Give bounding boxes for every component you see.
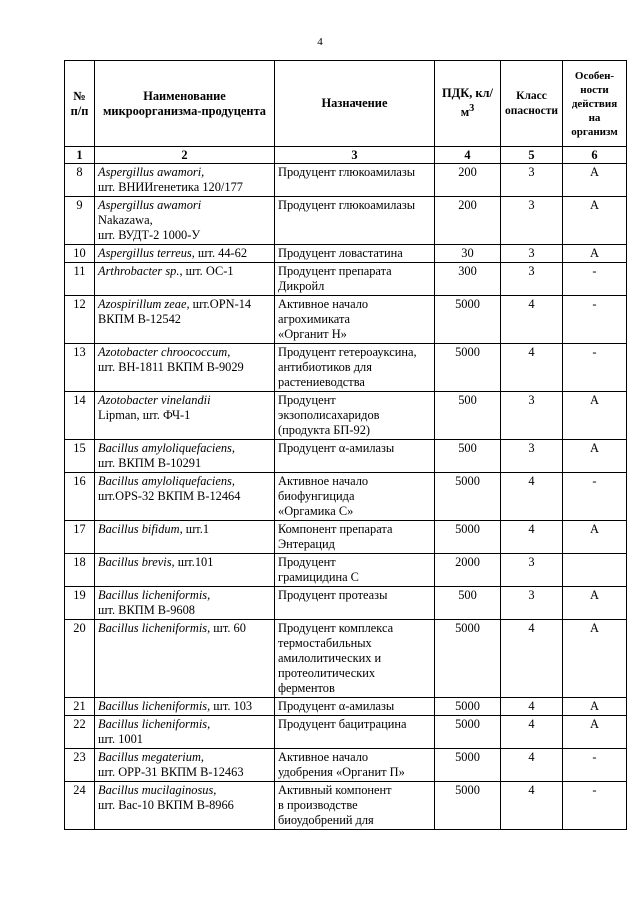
table-row [65,440,627,473]
organism-name-cell [95,245,275,263]
pdk-value: 5000 [435,749,501,782]
purpose-cell [275,698,435,716]
hazard-class-value: 4 [501,296,563,344]
table-row [65,587,627,620]
purpose-cell [275,620,435,698]
table-row [65,473,627,521]
organism-name-line [98,246,271,261]
hazard-class-value: 3 [501,245,563,263]
table-row [65,620,627,698]
pdk-value: 5000 [435,716,501,749]
purpose-line: «Органит Н» [278,327,347,341]
purpose-line: Продуцент протеазы [278,588,388,602]
purpose-cell [275,392,435,440]
purpose-line: протеолитических [278,666,376,680]
pdk-value: 500 [435,440,501,473]
purpose-cell [275,587,435,620]
organism-latin-name: Aspergillus awamori, [98,165,205,179]
organism-name-line [98,198,271,213]
organism-name-line [98,345,271,360]
purpose-line: (продукта БП-92) [278,423,371,437]
purpose-cell [275,245,435,263]
feature-value: А [563,440,627,473]
feature-value: А [563,698,627,716]
pdk-value: 2000 [435,554,501,587]
purpose-line: Продуцент [278,555,336,569]
row-number: 13 [65,344,95,392]
organism-name-cell [95,620,275,698]
feature-value: - [563,296,627,344]
purpose-line: Активное начало [278,297,369,311]
pdk-value: 5000 [435,521,501,554]
strain-label: ВКПМ В-12542 [98,312,181,326]
purpose-line: Продуцент гетероауксина, [278,345,417,359]
organism-latin-name: Azospirillum zeae, [98,297,190,311]
organism-latin-name: Bacillus licheniformis, [98,717,211,731]
table-body [65,164,627,830]
hazard-class-value: 4 [501,716,563,749]
row-number: 11 [65,263,95,296]
header-num: № п/п [65,61,95,147]
column-number: 2 [95,147,275,164]
hazard-class-value: 4 [501,344,563,392]
feature-value: А [563,164,627,197]
purpose-cell [275,521,435,554]
row-number: 12 [65,296,95,344]
organism-latin-name: Arthrobacter sp., [98,264,183,278]
strain-label: шт. Вас-10 ВКПМ В-8966 [98,798,234,812]
organism-name-line [98,264,271,279]
purpose-cell [275,473,435,521]
header-pdk-sup: 3 [469,103,475,115]
organism-name-line [98,165,271,180]
purpose-line: Энтерацид [278,537,335,551]
organism-name-cell [95,782,275,830]
organism-latin-name: Aspergillus awamori [98,198,202,212]
purpose-line: Компонент препарата [278,522,393,536]
organism-latin-name: Bacillus licheniformis, [98,699,211,713]
table-row [65,554,627,587]
organism-name-cell [95,263,275,296]
header-row [65,61,627,147]
organism-name-line [98,783,271,798]
hazard-class-value: 3 [501,164,563,197]
organism-latin-name: Azotobacter vinelandii [98,393,211,407]
header-hazard-class: Класс опасности [501,61,563,147]
hazard-class-value: 4 [501,521,563,554]
row-number: 18 [65,554,95,587]
table-row [65,263,627,296]
feature-value: А [563,197,627,245]
hazard-class-value: 4 [501,749,563,782]
feature-value: - [563,749,627,782]
organism-name-line [98,717,271,732]
table-row [65,716,627,749]
strain-label: шт. 44-62 [194,246,248,260]
strain-label: шт. ОС-1 [182,264,234,278]
purpose-line: Продуцент [278,393,336,407]
feature-value: А [563,245,627,263]
table-row [65,197,627,245]
hazard-class-value: 3 [501,197,563,245]
organism-name-cell [95,554,275,587]
purpose-cell [275,440,435,473]
organism-name-cell [95,296,275,344]
pdk-value: 30 [435,245,501,263]
feature-value: - [563,782,627,830]
row-number: 15 [65,440,95,473]
table-row [65,344,627,392]
organism-name-cell [95,197,275,245]
purpose-line: экзополисахаридов [278,408,380,422]
row-number: 9 [65,197,95,245]
purpose-line: антибиотиков для [278,360,372,374]
purpose-line: Активный компонент [278,783,392,797]
purpose-cell [275,749,435,782]
hazard-class-value: 3 [501,392,563,440]
strain-label: шт. ВУДТ-2 1000-У [98,228,201,242]
purpose-cell [275,263,435,296]
page-number: 4 [317,36,323,48]
strain-label: шт. ВКПМ В-9608 [98,603,195,617]
purpose-line: термостабильных [278,636,372,650]
pdk-value: 5000 [435,698,501,716]
hazard-class-value: 4 [501,473,563,521]
purpose-cell [275,344,435,392]
column-number: 5 [501,147,563,164]
hazard-class-value: 3 [501,263,563,296]
purpose-line: Продуцент α-амилазы [278,441,395,455]
organism-latin-name: Aspergillus terreus, [98,246,195,260]
hazard-class-value: 4 [501,782,563,830]
pdk-value: 5000 [435,782,501,830]
pdk-value: 200 [435,197,501,245]
row-number: 17 [65,521,95,554]
feature-value: А [563,521,627,554]
strain-label: Nakazawa, [98,213,153,227]
header-pdk [435,61,501,147]
organism-name-line [98,474,271,489]
organism-name-cell [95,587,275,620]
organism-name-line [98,588,271,603]
row-number: 10 [65,245,95,263]
organism-latin-name: Bacillus amyloliquefaciens, [98,474,235,488]
purpose-line: агрохимиката [278,312,351,326]
organism-name-cell [95,440,275,473]
purpose-line: Продуцент глюкоамилазы [278,165,416,179]
strain-label: шт.OPS-32 ВКПМ В-12464 [98,489,241,503]
purpose-line: в производстве [278,798,358,812]
purpose-line: Продуцент ловастатина [278,246,403,260]
column-number: 3 [275,147,435,164]
pdk-value: 300 [435,263,501,296]
column-number: 6 [563,147,627,164]
row-number: 8 [65,164,95,197]
table-row [65,698,627,716]
organism-name-line [98,621,271,636]
pdk-value: 200 [435,164,501,197]
purpose-line: грамицидина С [278,570,359,584]
strain-label: шт. ОРР-31 ВКПМ В-12463 [98,765,244,779]
feature-value: А [563,620,627,698]
strain-label: Lipman, шт. ФЧ-1 [98,408,191,422]
purpose-line: Продуцент бацитрацина [278,717,407,731]
pdk-value: 5000 [435,620,501,698]
purpose-line: амилолитических и [278,651,382,665]
strain-label: шт. ВНИИгенетика 120/177 [98,180,243,194]
organism-name-cell [95,698,275,716]
organism-name-line [98,699,271,714]
feature-value: А [563,392,627,440]
purpose-line: Активное начало [278,474,369,488]
feature-value: А [563,587,627,620]
purpose-line: Продуцент α-амилазы [278,699,395,713]
organism-name-cell [95,392,275,440]
strain-label: шт. ВН-1811 ВКПМ В-9029 [98,360,244,374]
purpose-line: Продуцент комплекса [278,621,394,635]
row-number: 22 [65,716,95,749]
purpose-cell [275,164,435,197]
hazard-class-value: 3 [501,554,563,587]
table-row [65,749,627,782]
feature-value [563,554,627,587]
table-row [65,392,627,440]
feature-value: - [563,344,627,392]
purpose-line: Активное начало [278,750,369,764]
organism-latin-name: Bacillus licheniformis, [98,588,211,602]
column-number: 1 [65,147,95,164]
strain-label: шт.OPN-14 [189,297,252,311]
purpose-line: биоудобрений для [278,813,374,827]
organism-name-line [98,297,271,312]
hazard-class-value: 3 [501,440,563,473]
row-number: 19 [65,587,95,620]
row-number: 23 [65,749,95,782]
strain-label: шт.1 [182,522,210,536]
purpose-line: ферментов [278,681,335,695]
organism-latin-name: Bacillus amyloliquefaciens, [98,441,235,455]
organism-latin-name: Bacillus brevis, [98,555,175,569]
purpose-line: Дикройл [278,279,325,293]
pdk-value: 500 [435,587,501,620]
table-row [65,245,627,263]
organism-name-line [98,750,271,765]
organism-latin-name: Bacillus mucilaginosus, [98,783,217,797]
header-purpose: Назначение [275,61,435,147]
purpose-line: Продуцент глюкоамилазы [278,198,416,212]
organism-name-cell [95,473,275,521]
organism-name-cell [95,344,275,392]
header-features: Особен-ности действия на организм [563,61,627,147]
pdk-value: 500 [435,392,501,440]
organism-name-line [98,522,271,537]
table-row [65,782,627,830]
strain-label: шт.101 [174,555,214,569]
feature-value: - [563,473,627,521]
organism-latin-name: Bacillus licheniformis, [98,621,211,635]
row-number: 24 [65,782,95,830]
hazard-class-value: 4 [501,698,563,716]
organism-name-line [98,555,271,570]
strain-label: шт. 103 [210,699,253,713]
strain-label: шт. 1001 [98,732,144,746]
feature-value: А [563,716,627,749]
feature-value: - [563,263,627,296]
purpose-line: растениеводства [278,375,365,389]
strain-label: шт. ВКПМ В-10291 [98,456,202,470]
organism-latin-name: Bacillus bifidum, [98,522,183,536]
purpose-cell [275,554,435,587]
purpose-cell [275,296,435,344]
organism-name-cell [95,716,275,749]
purpose-line: биофунгицида [278,489,355,503]
hazard-class-value: 3 [501,587,563,620]
purpose-line: Продуцент препарата [278,264,392,278]
organism-name-cell [95,164,275,197]
hazard-class-value: 4 [501,620,563,698]
row-number: 21 [65,698,95,716]
purpose-line: «Оргамика С» [278,504,354,518]
organism-latin-name: Bacillus megaterium, [98,750,204,764]
table-row [65,521,627,554]
column-number-row [65,147,627,164]
strain-label: шт. 60 [210,621,246,635]
table-row [65,296,627,344]
header-pdk-text: ПДК, кл/м [442,86,493,120]
pdk-value: 5000 [435,344,501,392]
pdk-value: 5000 [435,473,501,521]
purpose-cell [275,197,435,245]
organism-latin-name: Azotobacter chroococcum, [98,345,231,359]
row-number: 14 [65,392,95,440]
microorganisms-table [64,60,627,830]
organism-name-line [98,441,271,456]
organism-name-cell [95,521,275,554]
pdk-value: 5000 [435,296,501,344]
row-number: 20 [65,620,95,698]
purpose-cell [275,782,435,830]
purpose-cell [275,716,435,749]
purpose-line: удобрения «Органит П» [278,765,405,779]
table-row [65,164,627,197]
header-name: Наименование микроорганизма-продуцента [95,61,275,147]
organism-name-line [98,393,271,408]
column-number: 4 [435,147,501,164]
row-number: 16 [65,473,95,521]
organism-name-cell [95,749,275,782]
